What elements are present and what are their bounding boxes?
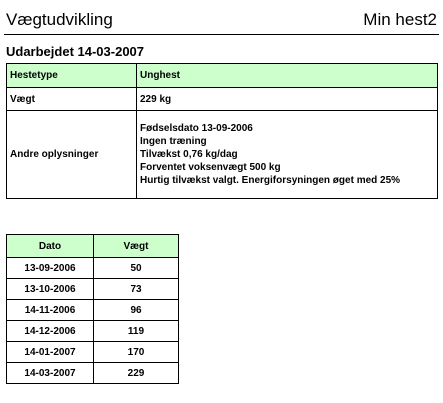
date-cell: 13-10-2006	[7, 279, 94, 300]
weight-cell: 73	[94, 279, 179, 300]
table-row	[7, 342, 179, 363]
note-line: Hurtig tilvækst valgt. Energiforsyningen øget med 25%	[140, 175, 401, 186]
weight-cell: 50	[94, 258, 179, 279]
weight-cell: 229	[94, 363, 179, 384]
weight-cell: 119	[94, 321, 179, 342]
horse-info-table	[6, 63, 438, 199]
table-row	[7, 363, 179, 384]
table-row	[7, 321, 179, 342]
type-value: Unghest	[137, 64, 438, 88]
note-line: Tilvækst 0,76 kg/dag	[140, 149, 238, 160]
type-label: Hestetype	[7, 64, 137, 88]
table-row	[7, 258, 179, 279]
note-line: Forventet voksenvægt 500 kg	[140, 162, 281, 173]
weight-value: 229 kg	[137, 88, 438, 111]
date-cell: 14-11-2006	[7, 300, 94, 321]
weight-series-table	[6, 234, 179, 384]
prepared-date: Udarbejdet 14-03-2007	[6, 44, 145, 59]
column-header-weight: Vægt	[94, 235, 179, 258]
date-cell: 13-09-2006	[7, 258, 94, 279]
table-row	[7, 279, 179, 300]
report-title: Vægtudvikling	[6, 10, 113, 29]
other-label: Andre oplysninger	[7, 111, 137, 199]
table-row	[7, 300, 179, 321]
column-header-date: Dato	[7, 235, 94, 258]
info-row-weight	[7, 88, 438, 111]
weight-cell: 170	[94, 342, 179, 363]
date-cell: 14-01-2007	[7, 342, 94, 363]
note-line: Fødselsdato 13-09-2006	[140, 123, 253, 134]
other-notes	[137, 111, 438, 199]
weight-label: Vægt	[7, 88, 137, 111]
date-cell: 14-03-2007	[7, 363, 94, 384]
horse-name: Min hest2	[363, 10, 437, 29]
report-header	[4, 8, 439, 35]
info-row-other	[7, 111, 438, 199]
note-line: Ingen træning	[140, 136, 207, 147]
series-header-row	[7, 235, 179, 258]
weight-cell: 96	[94, 300, 179, 321]
date-cell: 14-12-2006	[7, 321, 94, 342]
info-row-type	[7, 64, 438, 88]
